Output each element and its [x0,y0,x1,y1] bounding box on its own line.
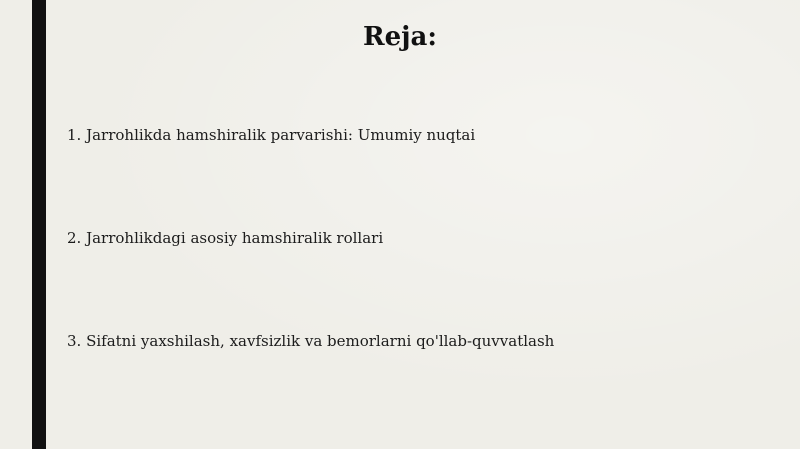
left-accent-bar [32,0,46,449]
agenda-item-2: 2. Jarrohlikdagi asosiy hamshiralik rollari [67,229,384,247]
agenda-item-1: 1. Jarrohlikda hamshiralik parvarishi: Umumiy nuqtai [67,126,476,144]
slide-title: Reja: [362,22,437,52]
agenda-item-3: 3. Sifatni yaxshilash, xavfsizlik va bemorlarni qo'llab-quvvatlash [67,332,555,350]
